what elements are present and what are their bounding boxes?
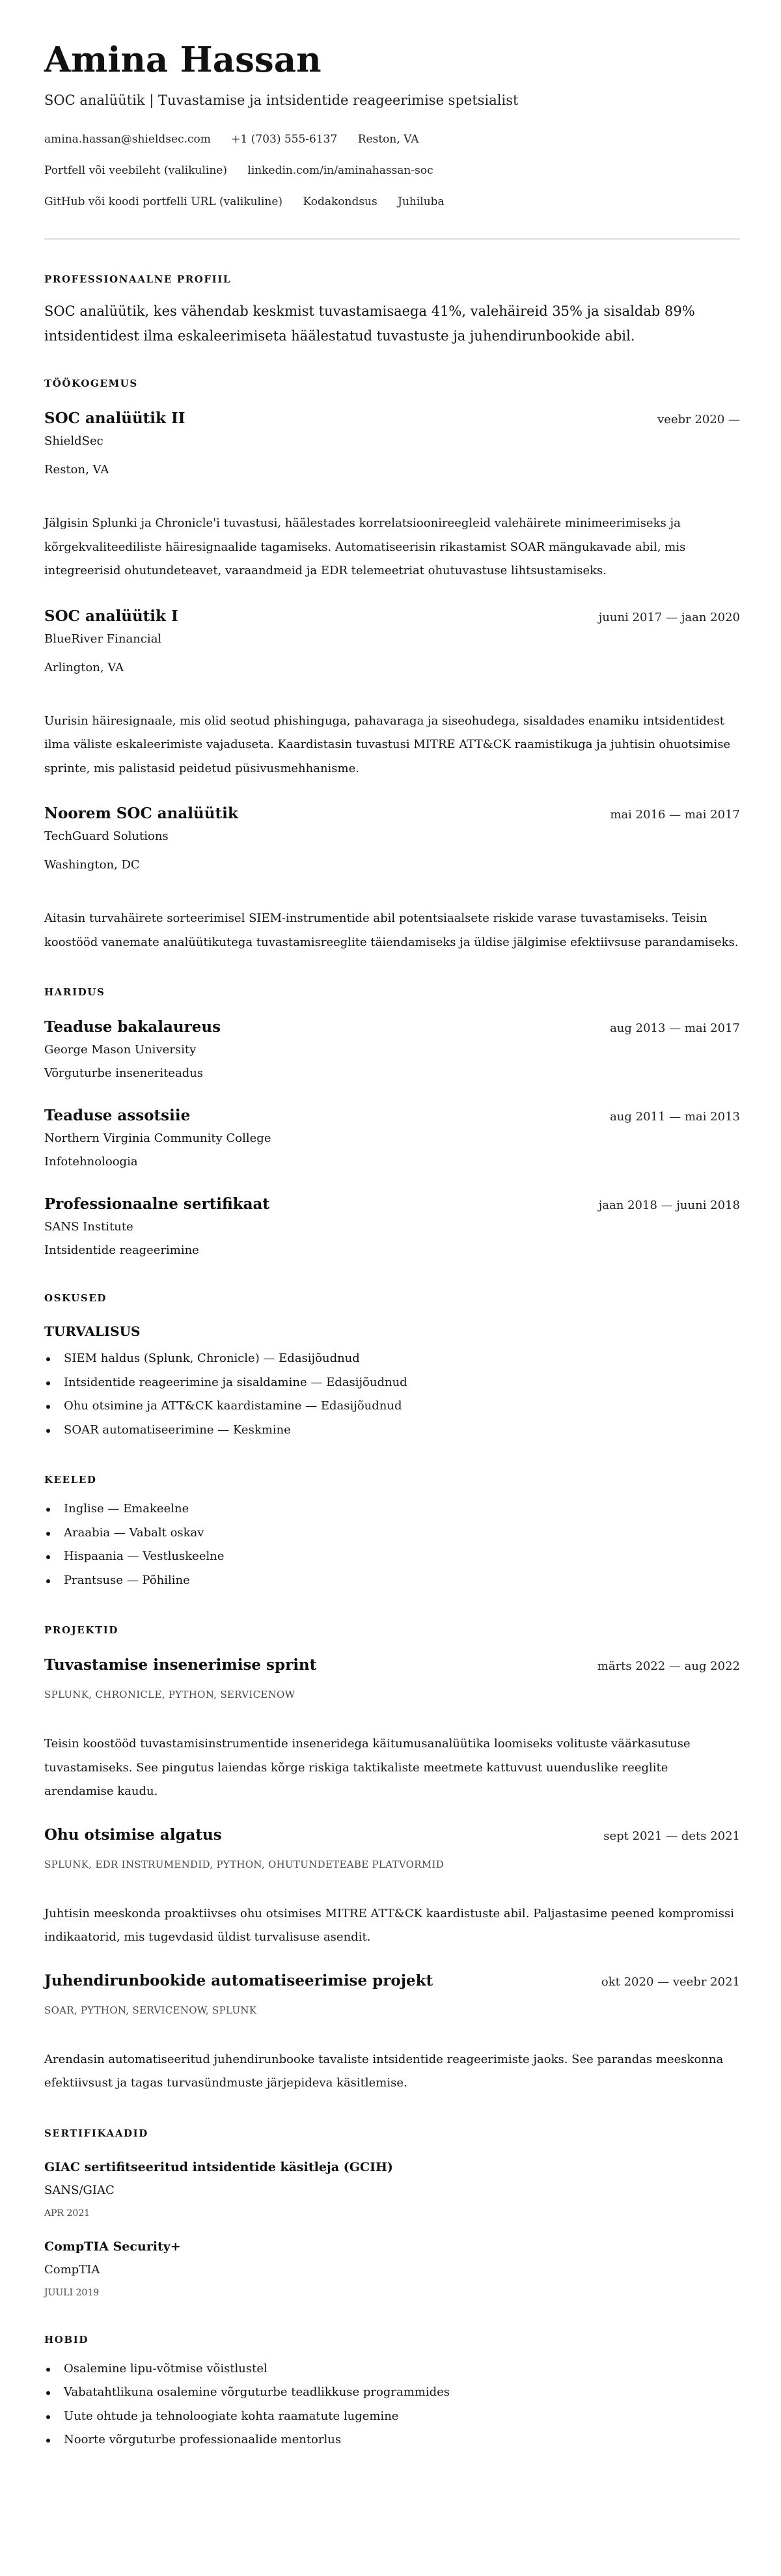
job-location: Washington, DC — [44, 858, 140, 872]
certification-issuer: SANS/GIAC — [44, 2183, 115, 2197]
skill-category: TURVALISUS — [44, 1323, 141, 1339]
project-dates: märts 2022 — aug 2022 — [597, 1659, 740, 1673]
profile-section — [44, 273, 740, 348]
section-heading: HOBID — [44, 2333, 89, 2346]
experience-section — [44, 377, 740, 954]
languages-section — [44, 1473, 740, 1592]
certification-title: GIAC sertifitseeritud intsidentide käsitleja (GCIH) — [44, 2159, 393, 2174]
education-entry — [44, 1105, 740, 1172]
education-dates: aug 2013 — mai 2017 — [610, 1021, 740, 1035]
section-heading: PROJEKTID — [44, 1624, 118, 1636]
headline: SOC analüütik | Tuvastamise ja intsidentide reageerimise spetsialist — [44, 92, 519, 108]
candidate-name: Amina Hassan — [44, 40, 322, 80]
profile-summary: SOC analüütik, kes vähendab keskmist tuvastamisaega 41%, valehäireid 35% ja sisaldab 89% intsidentidest ilma eskaleerimiseta häälestatud tuvastuste ja juhendirunbookide abil. — [44, 303, 695, 344]
field-of-study: Võrguturbe inseneriteadus — [44, 1066, 204, 1080]
job-title: SOC analüütik I — [44, 607, 178, 625]
phone[interactable]: +1 (703) 555-6137 — [231, 133, 338, 146]
skill-item: SIEM haldus (Splunk, Chronicle) — Edasijõudnud — [44, 1347, 740, 1371]
portfolio-link[interactable]: Portfell või veebileht (valikuline) — [44, 164, 227, 177]
project-entry — [44, 1971, 740, 2096]
section-heading: OSKUSED — [44, 1292, 107, 1304]
project-description: Arendasin automatiseeritud juhendirunbooke tavaliste intsidentide reageerimiste jaoks. See parandas meeskonna efektiivsust ja tagas turvasündmuste järjepideva käsitlemise. — [44, 2052, 724, 2090]
drivers-license: Juhiluba — [398, 195, 445, 208]
contact-row — [44, 161, 740, 180]
linkedin-link[interactable]: linkedin.com/in/aminahassan-soc — [247, 164, 433, 177]
section-heading: KEELED — [44, 1474, 97, 1486]
job-description: Uurisin häiresignaale, mis olid seotud phishinguga, pahavaraga ja siseohudega, sisaldades enamiku intsidentidest ilma väliste eskaleerimiste vajaduseta. Kaardistasin tuvastusi MITRE ATT&CK raamistikuga ja juhtisin ohuotsimise sprinte, mis palistasid peidetud püsivusmehhanisme. — [44, 713, 731, 775]
section-heading: PROFESSIONAALNE PROFIIL — [44, 273, 232, 285]
project-tech: SOAR, PYTHON, SERVICENOW, SPLUNK — [44, 2004, 257, 2016]
resume-header — [44, 39, 740, 212]
hobby-item: Osalemine lipu-võtmise võistlustel — [44, 2357, 740, 2381]
project-title: Tuvastamise insenerimise sprint — [44, 1656, 317, 1674]
job-dates: veebr 2020 — — [657, 413, 740, 426]
project-description: Teisin koostööd tuvastamisinstrumentide inseneridega käitumusanalüütika loomiseks volituste väärkasutuse tuvastamiseks. See pingutus laiendas kõrge riskiga taktikaliste meetmete kattuvust uuenduslike reeglite arendamise kaudu. — [44, 1737, 691, 1798]
field-of-study: Intsidentide reageerimine — [44, 1243, 199, 1257]
project-tech: SPLUNK, CHRONICLE, PYTHON, SERVICENOW — [44, 1689, 295, 1700]
job-description: Aitasin turvahäirete sorteerimisel SIEM-instrumentide abil potentsiaalsete riskide varase tuvastamiseks. Teisin koostööd vanemate analüütikutega tuvastamisreeglite täiendamiseks ja üldise jälgimise efektiivsuse parandamiseks. — [44, 911, 739, 949]
hobby-item: Vabatahtlikuna osalemine võrguturbe teadlikkuse programmides — [44, 2381, 740, 2405]
skills-list — [44, 1347, 740, 1442]
skill-item: Ohu otsimine ja ATT&CK kaardistamine — Edasijõudnud — [44, 1394, 740, 1419]
certification-date: APR 2021 — [44, 2208, 90, 2219]
citizenship: Kodakondsus — [303, 195, 377, 208]
field-of-study: Infotehnoloogia — [44, 1155, 138, 1169]
job-entry — [44, 803, 740, 954]
institution: Northern Virginia Community College — [44, 1131, 271, 1145]
certifications-section — [44, 2127, 740, 2301]
education-entry — [44, 1017, 740, 1083]
degree: Teaduse bakalaureus — [44, 1018, 221, 1036]
header-divider — [44, 238, 740, 240]
certification-entry — [44, 2158, 740, 2221]
job-title: Noorem SOC analüütik — [44, 805, 238, 822]
github-link[interactable]: GitHub või koodi portfelli URL (valikuline) — [44, 195, 283, 208]
languages-list — [44, 1497, 740, 1592]
contact-row — [44, 130, 740, 149]
certification-date: JUULI 2019 — [44, 2287, 100, 2298]
certification-title: CompTIA Security+ — [44, 2239, 181, 2254]
skill-item: SOAR automatiseerimine — Keskmine — [44, 1419, 740, 1443]
email-link[interactable]: amina.hassan@shieldsec.com — [44, 133, 211, 146]
hobbies-section — [44, 2333, 740, 2452]
projects-section — [44, 1624, 740, 2096]
job-dates: juuni 2017 — jaan 2020 — [598, 610, 740, 624]
language-item: Hispaania — Vestluskeelne — [44, 1545, 740, 1569]
education-entry — [44, 1194, 740, 1260]
company: BlueRiver Financial — [44, 631, 162, 646]
section-heading: SERTIFIKAADID — [44, 2127, 148, 2139]
project-entry — [44, 1655, 740, 1804]
degree: Professionaalne sertifikaat — [44, 1195, 270, 1213]
job-title: SOC analüütik II — [44, 409, 185, 427]
location: Reston, VA — [357, 133, 419, 146]
language-item: Inglise — Emakeelne — [44, 1497, 740, 1521]
job-entry — [44, 408, 740, 583]
hobby-item: Uute ohtude ja tehnoloogiate kohta raamatute lugemine — [44, 2405, 740, 2429]
job-dates: mai 2016 — mai 2017 — [610, 808, 740, 822]
job-entry — [44, 606, 740, 781]
institution: SANS Institute — [44, 1220, 133, 1234]
certification-entry — [44, 2237, 740, 2301]
project-tech: SPLUNK, EDR INSTRUMENDID, PYTHON, OHUTUNDETEABE PLATVORMID — [44, 1858, 445, 1870]
certification-issuer: CompTIA — [44, 2262, 100, 2277]
job-location: Reston, VA — [44, 463, 109, 477]
project-title: Juhendirunbookide automatiseerimise projekt — [44, 1971, 433, 1989]
education-dates: aug 2011 — mai 2013 — [610, 1110, 740, 1124]
job-description: Jälgisin Splunki ja Chronicle'i tuvastusi, häälestades korrelatsioonireegleid valehäirete minimeerimiseks ja kõrgekvaliteediliste häiresignaalide tagamiseks. Automatiseerisin rikastamist SOAR mängukavade abil, mis integreerisid ohutundeteavet, varaandmeid ja EDR telemeetriat ohutuvastuse lihtsustamiseks. — [44, 516, 686, 577]
education-section — [44, 986, 740, 1260]
project-dates: sept 2021 — dets 2021 — [603, 1829, 740, 1843]
skill-item: Intsidentide reageerimine ja sisaldamine — Edasijõudnud — [44, 1371, 740, 1395]
job-location: Arlington, VA — [44, 660, 124, 674]
language-item: Prantsuse — Põhiline — [44, 1569, 740, 1593]
project-entry — [44, 1825, 740, 1950]
skills-section — [44, 1292, 740, 1442]
education-dates: jaan 2018 — juuni 2018 — [598, 1198, 740, 1212]
institution: George Mason University — [44, 1043, 197, 1057]
hobbies-list — [44, 2357, 740, 2452]
section-heading: HARIDUS — [44, 986, 105, 998]
project-description: Juhtisin meeskonda proaktiivses ohu otsimises MITRE ATT&CK kaardistuste abil. Paljastasime peened kompromissi indikaatorid, mis tugevdasid üldist turvalisuse asendit. — [44, 1906, 735, 1944]
company: ShieldSec — [44, 434, 103, 448]
language-item: Araabia — Vabalt oskav — [44, 1521, 740, 1545]
project-dates: okt 2020 — veebr 2021 — [601, 1974, 740, 1989]
project-title: Ohu otsimise algatus — [44, 1825, 222, 1844]
contact-row — [44, 192, 740, 212]
degree: Teaduse assotsiie — [44, 1107, 191, 1124]
company: TechGuard Solutions — [44, 829, 169, 843]
hobby-item: Noorte võrguturbe professionaalide mentorlus — [44, 2428, 740, 2452]
section-heading: TÖÖKOGEMUS — [44, 378, 138, 389]
